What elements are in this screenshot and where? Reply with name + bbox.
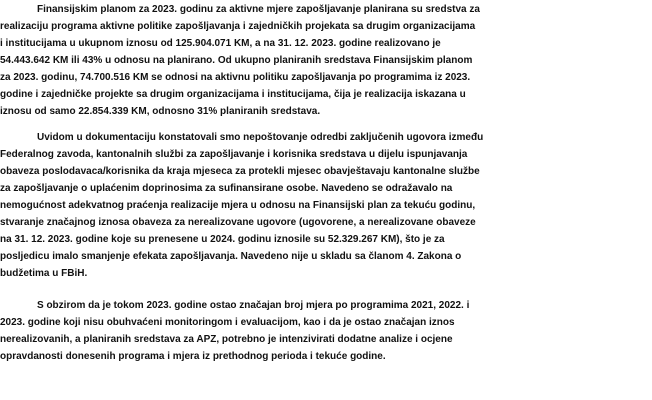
paragraph-planned-funds [0,1,652,120]
text-line: nemogućnost adekvatnog praćenja realizacije mjera u odnosu na Finansijski plan za tekuću godinu, [0,200,476,211]
text-line: nerealizovanih, a planiranih sredstava za APZ, potrebno je intenzivirati dodatne analize i ocjene [0,334,453,345]
text-line: stvaranje značajnog iznosa obaveza za nerealizovane ugovore (ugovorene, a nerealizovane obaveze [0,217,476,228]
text-line: za zapošljavanje o uplaćenim doprinosima za sufinansirane osobe. Navedeno se odražavalo na [0,183,453,194]
text-line: 2023. godine koji nisu obuhvaćeni monitoringom i evaluacijom, kao i da je ostao značajan iznos [0,317,455,328]
text-line: Federalnog zavoda, kantonalnih službi za zapošljavanje i korisnika sredstava u dijelu ispunjavanja [0,149,468,160]
text-line: Finansijskim planom za 2023. godinu za aktivne mjere zapošljavanje planirana su sredstva za [37,4,480,15]
text-line: na 31. 12. 2023. godine koje su prenesene u 2024. godinu iznosile su 52.329.267 KM), što je za [0,234,445,245]
text-line: za 2023. godinu, 74.700.516 KM se odnosi na aktivnu politiku zapošljavanja po programima iz 2023. [0,72,471,83]
text-line: godine i zajedničke projekte sa drugim organizacijama i institucijama, čija je realizacija iskazana u [0,89,466,100]
text-line: iznosu od samo 22.854.339 KM, odnosno 31% planiranih sredstava. [0,106,321,117]
paragraph-recommendation [0,297,652,365]
paragraph-contract-findings [0,129,652,282]
text-line: 54.443.642 KM ili 43% u odnosu na planirano. Od ukupno planiranih sredstava Finansijskim planom [0,55,473,66]
text-line: budžetima u FBiH. [0,268,88,279]
text-line: realizaciju programa aktivne politike zapošljavanja i zajedničkih projekata sa drugim organizacijama [0,21,476,32]
text-line: i institucijama u ukupnom iznosu od 125.904.071 KM, a na 31. 12. 2023. godine realizovano je [0,38,441,49]
text-line: Uvidom u dokumentaciju konstatovali smo nepoštovanje odredbi zaključenih ugovora između [37,132,484,143]
text-line: posljedicu imalo smanjenje efekata zapošljavanja. Navedeno nije u skladu sa članom 4. Zakona o [0,251,462,262]
text-line: S obzirom da je tokom 2023. godine ostao značajan broj mjera po programima 2021, 2022. i [37,300,470,311]
text-line: opravdanosti donesenih programa i mjera iz prethodnog perioda i tekuće godine. [0,351,386,362]
text-line: obaveza poslodavaca/korisnika da kraja mjeseca za protekli mjesec obavještavaju kantonalne službe [0,166,480,177]
